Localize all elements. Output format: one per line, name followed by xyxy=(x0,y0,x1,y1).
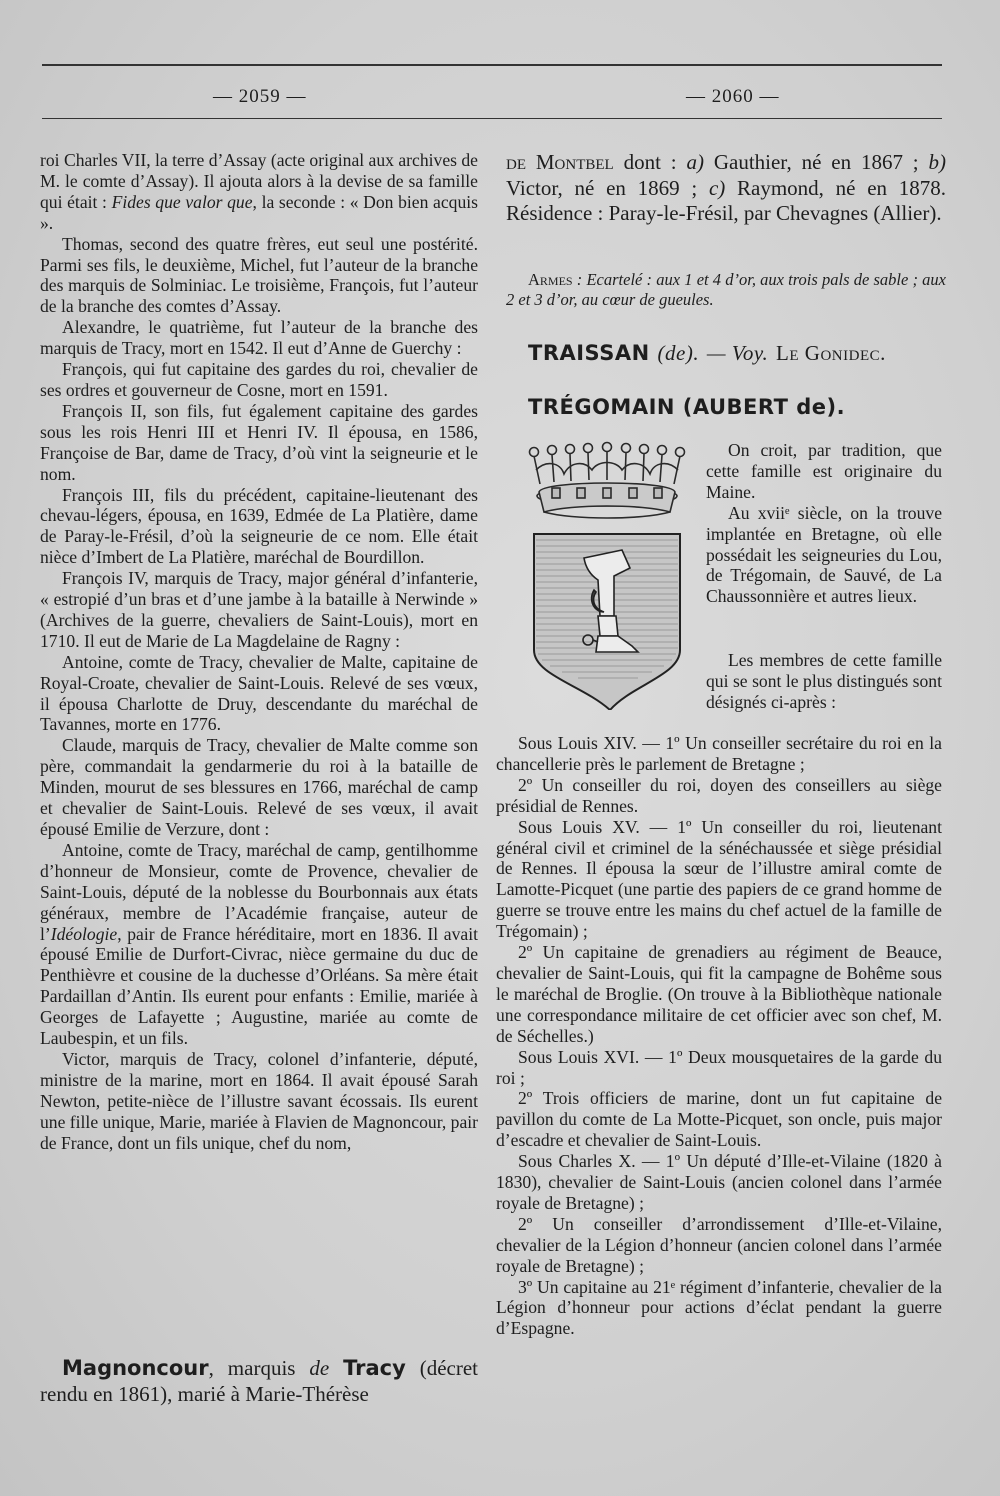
right-paragraph: Sous Louis XVI. — 1º Deux mousquetaires de la garde du roi ; xyxy=(496,1046,942,1088)
right-paragraph: 2º Un conseiller d’arrondissement d’Ille-et-Vilaine, chevalier de la Légion d’honneur (ancien colonel dans l’armée royale de Bretagne) ; xyxy=(496,1213,942,1276)
right-paragraph: Sous Charles X. — 1º Un député d’Ille-et-Vilaine (1820 à 1830), chevalier de Saint-Louis (ancien colonel dans l’armée royale de Bretagne) ; xyxy=(496,1151,942,1213)
right-paragraph: 3º Un capitaine au 21ᵉ régiment d’infanterie, chevalier de la Légion d’honneur pour actions d’éclat pendant la guerre d’Espagne. xyxy=(496,1276,942,1339)
right-paragraph: 2º Un capitaine de grenadiers au régiment de Beauce, chevalier de Saint-Louis, qui fit la campagne de Bohême sous le maréchal de Broglie. (On trouve à la Bibliothèque nationale une correspondance militaire de cet officier avec son chef, M. de Séchelles.) xyxy=(496,942,942,1046)
left-paragraph: Alexandre, le quatrième, fut l’auteur de la branche des marquis de Tracy, mort en 1542. Il eut d’Anne de Guerchy : xyxy=(40,317,478,359)
column-gutter xyxy=(485,118,486,1443)
tregomain-members-intro: Les membres de cette famille qui se sont le plus distingués sont désignés ci-après : xyxy=(706,650,942,712)
left-paragraph: François IV, marquis de Tracy, major général d’infanterie, « estropié d’un bras et d’une jambe à la bataille à Nerwinde » (Archives de la guerre, chevaliers de Saint-Louis), mort en 1710. Il eut de Marie de La Magdelaine de Ragny : xyxy=(40,568,478,651)
left-paragraph: François III, fils du précédent, capitaine-lieutenant des chevau-légers, épousa, en 1639, Edmée de La Platière, dame de Paray-le-Frésil, d’où la seigneurie de ce nom. Elle était nièce d’Imbert de La Platière, maréchal de Bourdillon. xyxy=(40,484,478,568)
right-paragraph: 2º Un conseiller du roi, doyen des conseillers au siège présidial de Rennes. xyxy=(496,774,942,816)
montbel-paragraph: de Montbel dont : a) Gauthier, né en 1867 ; b) Victor, né en 1869 ; c) Raymond, né en 1878. Résidence : Paray-le-Frésil, par Chevagnes (Allier). xyxy=(506,150,947,225)
left-page-number: — 2059 — xyxy=(213,86,307,107)
arms-paragraph: Armes : Ecartelé : aux 1 et 4 d’or, aux trois pals de sable ; aux 2 et 3 d’or, au cœur de gueules. xyxy=(506,270,946,309)
right-paragraph: Sous Louis XV. — 1º Un conseiller du roi, lieutenant général civil et criminel de la sénéchaussée et siège présidial de Rennes. Il épousa la sœur de l’illustre amiral comte de Lamotte-Picquet (une partie des papiers de ce grand homme de guerre se trouve entre les mains du chef actuel de la famille de Trégomain) ; xyxy=(496,816,942,942)
coat-of-arms xyxy=(522,440,692,710)
left-paragraph: Claude, marquis de Tracy, chevalier de Malte comme son père, commandait la gendarmerie du roi à la bataille de Minden, mourut de ses blessures en 1766, maréchal de camp et chevalier de Saint-Louis. Relevé de ses vœux, il avait épousé Emilie de Verzure, dont : xyxy=(40,735,478,839)
heading-tregomain: TRÉGOMAIN (AUBERT de). xyxy=(528,395,846,419)
heading-traissan: TRAISSAN (de). — Voy. Le Gonidec. xyxy=(528,341,886,365)
magnoncour-name: Magnoncour xyxy=(62,1356,209,1380)
left-paragraph: François, qui fut capitaine des gardes du roi, chevalier de ses ordres et gouverneur de Cosne, mort en 1591. xyxy=(40,359,478,400)
right-paragraph: On croit, par tradition, que cette famille est originaire du Maine. xyxy=(706,440,942,502)
right-page-number: — 2060 — xyxy=(686,86,780,107)
left-paragraph: François II, son fils, fut également capitaine des gardes sous les rois Henri III et Henri IV. Il épousa, en 1586, Françoise de Bar, dame de Tracy, d’où vint la seigneurie et le nom. xyxy=(40,400,478,484)
arms-label: Armes xyxy=(528,270,573,289)
top-rule xyxy=(42,64,942,66)
left-paragraph: roi Charles VII, la terre d’Assay (acte original aux archives de M. le comte d’Assay). Il ajouta alors à la devise de sa famille qui était : Fides que valor que, la seconde : « Don bien acquis ». xyxy=(40,150,478,233)
left-paragraph: Thomas, second des quatre frères, eut seul une postérité. Parmi ses fils, le deuxième, Michel, fut l’auteur de la branche des marquis de Solminiac. Le troisième, François, fut l’auteur de la branche des comtes d’Assay. xyxy=(40,233,478,317)
right-paragraph: Au xviiᵉ siècle, on la trouve implantée en Bretagne, où elle possédait les seigneuries du Lou, de Trégomain, de Sauvé, de La Chaussonnière et autres lieux. xyxy=(706,502,942,607)
crown-icon xyxy=(530,443,685,519)
left-paragraph: Antoine, comte de Tracy, chevalier de Malte, capitaine de Royal-Croate, chevalier de Saint-Louis. Relevé de ses vœux, il épousa Charlotte de Druy, descendante du maréchal de Tavannes, morte en 1776. xyxy=(40,651,478,735)
left-paragraph: Antoine, comte de Tracy, maréchal de camp, gentilhomme d’honneur de Monsieur, comte de Provence, chevalier de Saint-Louis, député de la noblesse du Bourbonnais aux états généraux, membre de l’Académie française, auteur de l’Idéologie, pair de France héréditaire, mort en 1836. Il avait épousé Emilie de Durfort-Civrac, nièce germaine du duc de Penthièvre et cousine de la duchesse d’Orléans. Sa mère était Pardaillan d’Antin. Ils eurent pour enfants : Emilie, mariée à Georges de Lafayette ; Augustine, mariée au comte de Laubespin, et un fils. xyxy=(40,839,478,1049)
right-paragraph: 2º Trois officiers de marine, dont un fut capitaine de pavillon du comte de La Motte-Picquet, son oncle, puis major d’escadre et chevalier de Saint-Louis. xyxy=(496,1088,942,1151)
left-column xyxy=(40,150,478,1154)
right-column-list xyxy=(496,733,942,1339)
left-paragraph: Victor, marquis de Tracy, colonel d’infanterie, député, ministre de la marine, mort en 1864. Il avait épousé Sarah Newton, petite-nièce de l’illustre savant écossais. Ils eurent une fille unique, Marie, mariée à Flavien de Magnoncour, pair de France, dont un fils unique, chef du nom, xyxy=(40,1048,479,1153)
right-paragraph: Sous Louis XIV. — 1º Un conseiller secrétaire du roi en la chancellerie près le parlement de Bretagne ; xyxy=(496,733,942,774)
magnoncour-paragraph: Magnoncour, marquis de Tracy (décret rendu en 1861), marié à Marie-Thérèse xyxy=(40,1356,478,1406)
header-rule xyxy=(42,118,942,119)
tregomain-intro-beside-arms xyxy=(706,440,942,607)
